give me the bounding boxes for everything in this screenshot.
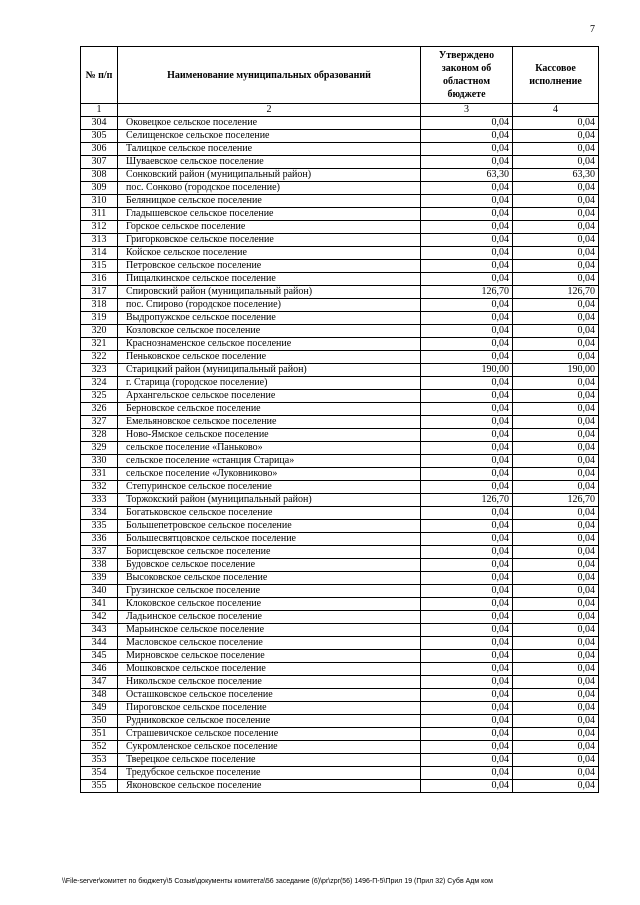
row-number: 340 (81, 585, 118, 598)
municipality-name: Масловское сельское поселение (118, 637, 421, 650)
approved-amount: 0,04 (421, 234, 513, 247)
table-row (81, 169, 599, 182)
municipality-name: Оковецкое сельское поселение (118, 117, 421, 130)
execution-amount: 0,04 (513, 663, 599, 676)
approved-amount: 0,04 (421, 754, 513, 767)
row-number: 355 (81, 780, 118, 793)
approved-amount: 0,04 (421, 624, 513, 637)
municipality-name: Богатьковское сельское поселение (118, 507, 421, 520)
table-row (81, 299, 599, 312)
table-row (81, 338, 599, 351)
row-number: 332 (81, 481, 118, 494)
table-header-row (81, 47, 599, 104)
row-number: 347 (81, 676, 118, 689)
municipality-name: Старицкий район (муниципальный район) (118, 364, 421, 377)
municipality-name: Выдропужское сельское поселение (118, 312, 421, 325)
execution-amount: 0,04 (513, 234, 599, 247)
municipality-name: Никольское сельское поселение (118, 676, 421, 689)
row-number: 313 (81, 234, 118, 247)
municipality-name: Пищалкинское сельское поселение (118, 273, 421, 286)
table-row (81, 143, 599, 156)
approved-amount: 0,04 (421, 585, 513, 598)
approved-amount: 0,04 (421, 143, 513, 156)
municipality-name: сельское поселение «Паньково» (118, 442, 421, 455)
row-number: 328 (81, 429, 118, 442)
table-row (81, 351, 599, 364)
municipality-name: Горское сельское поселение (118, 221, 421, 234)
municipality-name: Петровское сельское поселение (118, 260, 421, 273)
column-number: 3 (421, 104, 513, 117)
approved-amount: 0,04 (421, 533, 513, 546)
table-row (81, 221, 599, 234)
table-row (81, 234, 599, 247)
table-row (81, 208, 599, 221)
approved-amount: 0,04 (421, 455, 513, 468)
row-number: 346 (81, 663, 118, 676)
approved-amount: 0,04 (421, 156, 513, 169)
approved-amount: 0,04 (421, 507, 513, 520)
approved-amount: 0,04 (421, 767, 513, 780)
row-number: 349 (81, 702, 118, 715)
execution-amount: 0,04 (513, 546, 599, 559)
execution-amount: 0,04 (513, 117, 599, 130)
row-number: 308 (81, 169, 118, 182)
row-number: 325 (81, 390, 118, 403)
table-row (81, 741, 599, 754)
execution-amount: 0,04 (513, 598, 599, 611)
municipality-name: Гладышевское сельское поселение (118, 208, 421, 221)
row-number: 331 (81, 468, 118, 481)
municipality-name: Степуринское сельское поселение (118, 481, 421, 494)
execution-amount: 0,04 (513, 429, 599, 442)
municipality-name: сельское поселение «Луковниково» (118, 468, 421, 481)
column-number: 2 (118, 104, 421, 117)
execution-amount: 0,04 (513, 702, 599, 715)
row-number: 310 (81, 195, 118, 208)
execution-amount: 0,04 (513, 520, 599, 533)
column-number-row (81, 104, 599, 117)
municipality-name: Пеньковское сельское поселение (118, 351, 421, 364)
municipality-name: Емельяновское сельское поселение (118, 416, 421, 429)
table-row (81, 767, 599, 780)
approved-amount: 0,04 (421, 702, 513, 715)
municipality-name: Мирновское сельское поселение (118, 650, 421, 663)
row-number: 330 (81, 455, 118, 468)
approved-amount: 0,04 (421, 221, 513, 234)
table-row (81, 507, 599, 520)
table-row (81, 286, 599, 299)
municipality-name: Высоковское сельское поселение (118, 572, 421, 585)
table-row (81, 468, 599, 481)
approved-amount: 0,04 (421, 182, 513, 195)
row-number: 315 (81, 260, 118, 273)
approved-amount: 0,04 (421, 481, 513, 494)
execution-amount: 0,04 (513, 585, 599, 598)
table-row (81, 273, 599, 286)
row-number: 337 (81, 546, 118, 559)
approved-amount: 0,04 (421, 260, 513, 273)
execution-amount: 0,04 (513, 689, 599, 702)
municipality-name: Сукромленское сельское поселение (118, 741, 421, 754)
execution-amount: 0,04 (513, 338, 599, 351)
row-number: 316 (81, 273, 118, 286)
row-number: 319 (81, 312, 118, 325)
municipality-name: сельское поселение «станция Старица» (118, 455, 421, 468)
execution-amount: 0,04 (513, 468, 599, 481)
table-row (81, 494, 599, 507)
execution-amount: 0,04 (513, 182, 599, 195)
approved-amount: 0,04 (421, 676, 513, 689)
row-number: 334 (81, 507, 118, 520)
row-number: 329 (81, 442, 118, 455)
municipality-name: Ладьинское сельское поселение (118, 611, 421, 624)
approved-amount: 0,04 (421, 312, 513, 325)
column-number: 4 (513, 104, 599, 117)
table-row (81, 312, 599, 325)
approved-amount: 0,04 (421, 780, 513, 793)
execution-amount: 0,04 (513, 312, 599, 325)
approved-amount: 0,04 (421, 416, 513, 429)
municipality-name: Торжокский район (муниципальный район) (118, 494, 421, 507)
approved-amount: 0,04 (421, 663, 513, 676)
municipality-name: Шуваевское сельское поселение (118, 156, 421, 169)
approved-amount: 0,04 (421, 715, 513, 728)
execution-amount: 126,70 (513, 286, 599, 299)
execution-amount: 0,04 (513, 416, 599, 429)
row-number: 311 (81, 208, 118, 221)
table-row (81, 130, 599, 143)
approved-amount: 0,04 (421, 468, 513, 481)
execution-amount: 0,04 (513, 650, 599, 663)
table-row (81, 702, 599, 715)
municipality-name: Селищенское сельское поселение (118, 130, 421, 143)
row-number: 350 (81, 715, 118, 728)
table-row (81, 624, 599, 637)
execution-amount: 0,04 (513, 403, 599, 416)
table-row (81, 715, 599, 728)
municipality-name: Страшевичское сельское поселение (118, 728, 421, 741)
municipality-name: Тредубское сельское поселение (118, 767, 421, 780)
budget-table (80, 46, 599, 793)
row-number: 318 (81, 299, 118, 312)
table-row (81, 416, 599, 429)
row-number: 309 (81, 182, 118, 195)
approved-amount: 126,70 (421, 286, 513, 299)
row-number: 352 (81, 741, 118, 754)
municipality-name: Краснознаменское сельское поселение (118, 338, 421, 351)
table-row (81, 455, 599, 468)
municipality-name: Талицкое сельское поселение (118, 143, 421, 156)
row-number: 317 (81, 286, 118, 299)
table-row (81, 117, 599, 130)
execution-amount: 0,04 (513, 442, 599, 455)
row-number: 354 (81, 767, 118, 780)
table-row (81, 156, 599, 169)
table-row (81, 637, 599, 650)
execution-amount: 0,04 (513, 390, 599, 403)
table-row (81, 182, 599, 195)
column-number: 1 (81, 104, 118, 117)
municipality-name: Беляницкое сельское поселение (118, 195, 421, 208)
header-approved: Утверждено законом об областном бюджете (421, 47, 513, 104)
approved-amount: 0,04 (421, 299, 513, 312)
row-number: 321 (81, 338, 118, 351)
approved-amount: 0,04 (421, 611, 513, 624)
approved-amount: 63,30 (421, 169, 513, 182)
execution-amount: 0,04 (513, 247, 599, 260)
page-number: 7 (590, 24, 595, 35)
table-row (81, 585, 599, 598)
execution-amount: 0,04 (513, 507, 599, 520)
row-number: 344 (81, 637, 118, 650)
row-number: 343 (81, 624, 118, 637)
table-row (81, 195, 599, 208)
municipality-name: Пироговское сельское поселение (118, 702, 421, 715)
row-number: 305 (81, 130, 118, 143)
table-row (81, 481, 599, 494)
municipality-name: Клоковское сельское поселение (118, 598, 421, 611)
approved-amount: 190,00 (421, 364, 513, 377)
approved-amount: 0,04 (421, 117, 513, 130)
execution-amount: 0,04 (513, 208, 599, 221)
municipality-name: Сонковский район (муниципальный район) (118, 169, 421, 182)
row-number: 326 (81, 403, 118, 416)
table-row (81, 247, 599, 260)
approved-amount: 0,04 (421, 637, 513, 650)
row-number: 323 (81, 364, 118, 377)
approved-amount: 0,04 (421, 520, 513, 533)
row-number: 341 (81, 598, 118, 611)
table-row (81, 546, 599, 559)
approved-amount: 0,04 (421, 442, 513, 455)
approved-amount: 0,04 (421, 338, 513, 351)
execution-amount: 190,00 (513, 364, 599, 377)
municipality-name: Ново-Ямское сельское поселение (118, 429, 421, 442)
execution-amount: 0,04 (513, 260, 599, 273)
municipality-name: Григорковское сельское поселение (118, 234, 421, 247)
table-row (81, 325, 599, 338)
row-number: 314 (81, 247, 118, 260)
table-row (81, 442, 599, 455)
municipality-name: Козловское сельское поселение (118, 325, 421, 338)
table-body (81, 104, 599, 793)
table-row (81, 780, 599, 793)
approved-amount: 0,04 (421, 208, 513, 221)
municipality-name: Большепетровское сельское поселение (118, 520, 421, 533)
table-row (81, 520, 599, 533)
execution-amount: 0,04 (513, 325, 599, 338)
row-number: 306 (81, 143, 118, 156)
execution-amount: 0,04 (513, 780, 599, 793)
approved-amount: 0,04 (421, 546, 513, 559)
execution-amount: 0,04 (513, 273, 599, 286)
table-row (81, 559, 599, 572)
municipality-name: пос. Спирово (городское поселение) (118, 299, 421, 312)
row-number: 322 (81, 351, 118, 364)
row-number: 320 (81, 325, 118, 338)
execution-amount: 0,04 (513, 533, 599, 546)
approved-amount: 0,04 (421, 403, 513, 416)
execution-amount: 0,04 (513, 611, 599, 624)
execution-amount: 0,04 (513, 130, 599, 143)
municipality-name: Рудниковское сельское поселение (118, 715, 421, 728)
header-name: Наименование муниципальных образований (118, 47, 421, 104)
approved-amount: 0,04 (421, 741, 513, 754)
execution-amount: 0,04 (513, 481, 599, 494)
table-row (81, 663, 599, 676)
execution-amount: 126,70 (513, 494, 599, 507)
table-row (81, 572, 599, 585)
execution-amount: 0,04 (513, 156, 599, 169)
footer-file-path: \\File-server\комитет по бюджету\5 Созыв\документы комитета\56 заседание (6)\pr\zpr(56) 1496-П-5\Прил 19 (Прил 32) Субв Адм ком (62, 878, 493, 885)
header-execution: Кассовое исполнение (513, 47, 599, 104)
execution-amount: 0,04 (513, 637, 599, 650)
approved-amount: 0,04 (421, 273, 513, 286)
municipality-name: Яконовское сельское поселение (118, 780, 421, 793)
approved-amount: 0,04 (421, 130, 513, 143)
execution-amount: 0,04 (513, 624, 599, 637)
municipality-name: Будовское сельское поселение (118, 559, 421, 572)
approved-amount: 0,04 (421, 572, 513, 585)
row-number: 339 (81, 572, 118, 585)
execution-amount: 0,04 (513, 455, 599, 468)
execution-amount: 0,04 (513, 741, 599, 754)
municipality-name: пос. Сонково (городское поселение) (118, 182, 421, 195)
row-number: 335 (81, 520, 118, 533)
execution-amount: 0,04 (513, 676, 599, 689)
approved-amount: 0,04 (421, 195, 513, 208)
row-number: 312 (81, 221, 118, 234)
approved-amount: 126,70 (421, 494, 513, 507)
execution-amount: 0,04 (513, 572, 599, 585)
approved-amount: 0,04 (421, 689, 513, 702)
execution-amount: 0,04 (513, 559, 599, 572)
execution-amount: 0,04 (513, 767, 599, 780)
approved-amount: 0,04 (421, 650, 513, 663)
header-number: № п/п (81, 47, 118, 104)
row-number: 307 (81, 156, 118, 169)
approved-amount: 0,04 (421, 598, 513, 611)
municipality-name: Осташковское сельское поселение (118, 689, 421, 702)
execution-amount: 0,04 (513, 195, 599, 208)
municipality-name: Берновское сельское поселение (118, 403, 421, 416)
approved-amount: 0,04 (421, 390, 513, 403)
table-row (81, 533, 599, 546)
municipality-name: Койское сельское поселение (118, 247, 421, 260)
table-row (81, 754, 599, 767)
table-row (81, 728, 599, 741)
execution-amount: 0,04 (513, 143, 599, 156)
table-row (81, 689, 599, 702)
table-row (81, 260, 599, 273)
municipality-name: Большесвятцовское сельское поселение (118, 533, 421, 546)
table-row (81, 377, 599, 390)
row-number: 324 (81, 377, 118, 390)
row-number: 348 (81, 689, 118, 702)
row-number: 304 (81, 117, 118, 130)
row-number: 342 (81, 611, 118, 624)
municipality-name: Борисцевское сельское поселение (118, 546, 421, 559)
row-number: 338 (81, 559, 118, 572)
execution-amount: 0,04 (513, 351, 599, 364)
approved-amount: 0,04 (421, 429, 513, 442)
municipality-name: Тверецкое сельское поселение (118, 754, 421, 767)
execution-amount: 0,04 (513, 728, 599, 741)
table-row (81, 650, 599, 663)
approved-amount: 0,04 (421, 728, 513, 741)
execution-amount: 0,04 (513, 221, 599, 234)
table-row (81, 676, 599, 689)
row-number: 351 (81, 728, 118, 741)
approved-amount: 0,04 (421, 559, 513, 572)
table-row (81, 598, 599, 611)
municipality-name: Грузинское сельское поселение (118, 585, 421, 598)
row-number: 353 (81, 754, 118, 767)
table-row (81, 429, 599, 442)
execution-amount: 0,04 (513, 754, 599, 767)
execution-amount: 0,04 (513, 377, 599, 390)
table-row (81, 611, 599, 624)
row-number: 327 (81, 416, 118, 429)
table-row (81, 390, 599, 403)
table-row (81, 364, 599, 377)
table-row (81, 403, 599, 416)
approved-amount: 0,04 (421, 377, 513, 390)
municipality-name: Спировский район (муниципальный район) (118, 286, 421, 299)
approved-amount: 0,04 (421, 325, 513, 338)
approved-amount: 0,04 (421, 351, 513, 364)
row-number: 333 (81, 494, 118, 507)
row-number: 336 (81, 533, 118, 546)
municipality-name: Архангельское сельское поселение (118, 390, 421, 403)
municipality-name: Марьинское сельское поселение (118, 624, 421, 637)
execution-amount: 0,04 (513, 715, 599, 728)
approved-amount: 0,04 (421, 247, 513, 260)
row-number: 345 (81, 650, 118, 663)
municipality-name: г. Старица (городское поселение) (118, 377, 421, 390)
municipality-name: Мошковское сельское поселение (118, 663, 421, 676)
execution-amount: 63,30 (513, 169, 599, 182)
execution-amount: 0,04 (513, 299, 599, 312)
